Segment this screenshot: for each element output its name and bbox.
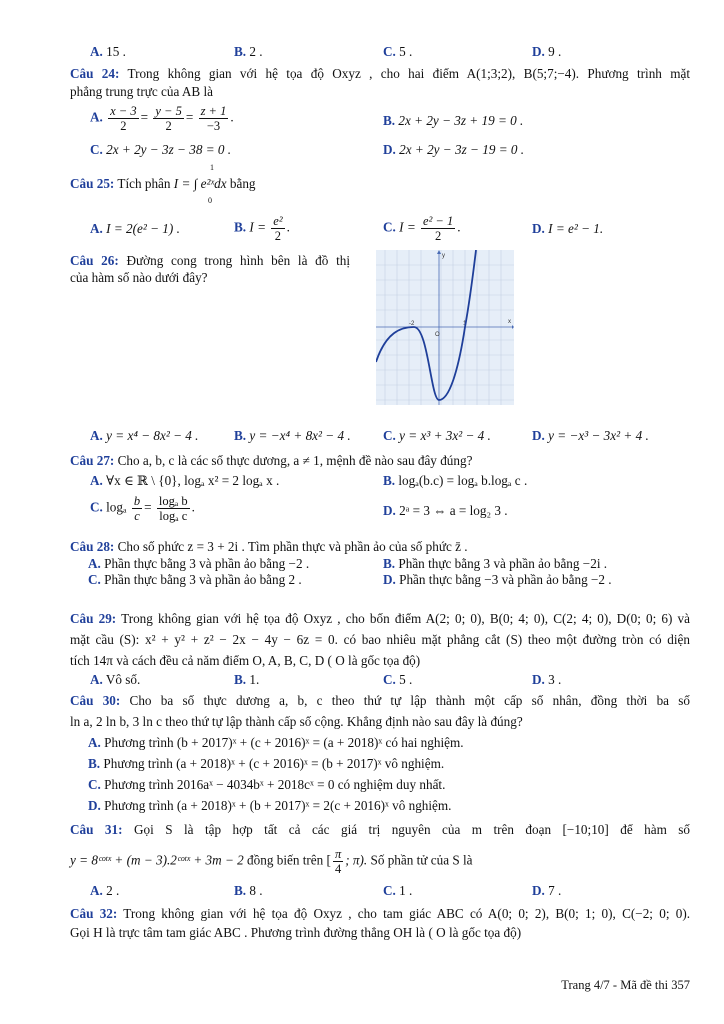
- q25-option-a: A. I = 2(e² − 1) .: [90, 221, 180, 236]
- q28-stem: Câu 28: Cho số phức z = 3 + 2i . Tìm phần thực và phần ảo của số phức z̄ .: [70, 539, 468, 554]
- q30-option-d: D. Phương trình (a + 2018)ˣ + (b + 2017)ˣ = 2(c + 2016)ˣ vô nghiệm.: [88, 798, 452, 813]
- function-graph: [376, 250, 514, 405]
- q26-option-a: A. y = x⁴ − 8x² − 4 .: [90, 428, 199, 443]
- function-expression: y = 8ᶜᵒᵗˣ + (m − 3).2ᶜᵒᵗˣ + 3m − 2: [70, 852, 244, 868]
- q30-option-c: C. Phương trình 2016aˣ − 4034bˣ + 2018cˣ = 0 có nghiệm duy nhất.: [88, 777, 446, 792]
- q29-option-a: A. Vô số.: [90, 672, 141, 687]
- fraction: $\frac{x - 3}{2}$: [110, 104, 137, 133]
- q26-option-b: B. y = −x⁴ + 8x² − 4 .: [234, 428, 351, 443]
- origin-label: O: [435, 332, 440, 338]
- q29-option-d: D. 3 .: [532, 672, 562, 687]
- q25-stem: Câu 25: Tích phân I = ∫ e²ˣdx bằng: [70, 176, 256, 191]
- q27-stem: Câu 27: Cho a, b, c là các số thực dương, a ≠ 1, mệnh đề nào sau đây đúng?: [70, 453, 473, 468]
- fraction: $\frac{z + 1}{-3}$: [200, 104, 227, 133]
- q30-stem-line1: Câu 30: Cho ba số thực dương a, b, c theo thứ tự lập thành một cấp số nhân, đồng thời ba số: [70, 693, 690, 708]
- q32-stem-line2: Gọi H là trực tâm tam giác ABC . Phương trình đường thẳng OH là ( O là gốc tọa độ): [70, 925, 522, 940]
- q23-option-d: D. 9 .: [532, 44, 562, 59]
- q27-option-c: C. logₐ $\frac{b}{c}$ = $\frac{\text{logₐ b}}{\text{logₐ c}}$ .: [90, 494, 195, 523]
- q29-stem-line3: tích 14π và cách đều cả năm điểm O, A, B, C, D ( O là gốc tọa độ): [70, 653, 421, 668]
- q29-stem-line2: mặt cầu (S): x² + y² + z² − 2x − 4y − 6z = 0. có bao nhiêu mặt phẳng cắt (S) theo một đường tròn có diện: [70, 632, 690, 647]
- q24-option-a: A. $\frac{x - 3}{2}$ = $\frac{y - 5}{2}$ = $\frac{z + 1}{-3}$ .: [90, 104, 234, 133]
- q24-option-d: D. 2x + 2y − 3z − 19 = 0 .: [383, 142, 525, 157]
- fraction: $\frac{y - 5}{2}$: [155, 104, 182, 133]
- fraction: $\frac{\pi}{4}$: [334, 847, 342, 876]
- q27-option-b: B. logₐ(b.c) = logₐ b.logₐ c .: [383, 473, 528, 488]
- q24-option-c: C. 2x + 2y − 3z − 38 = 0 .: [90, 142, 232, 157]
- tick-label-1: 1: [463, 321, 467, 327]
- q25-option-b: B. I = $\frac{\text{e²}}{2}$ .: [234, 214, 290, 243]
- q29-stem-line1: Câu 29: Trong không gian với hệ tọa độ Oxyz , cho bốn điểm A(2; 0; 0), B(0; 4; 0), C(2; 4; 0), D(0; 0; 6) và: [70, 611, 690, 626]
- q30-option-b: B. Phương trình (a + 2018)ˣ + (c + 2016)ˣ = (b + 2017)ˣ vô nghiệm.: [88, 756, 445, 771]
- page-footer: Trang 4/7 - Mã đề thi 357: [561, 978, 690, 992]
- integral-lower-bound: 0: [208, 196, 212, 205]
- q23-option-a: A. 15 .: [90, 44, 126, 59]
- q24-stem-line2: phẳng trung trực của AB là: [70, 84, 214, 99]
- fraction: $\frac{\text{e² − 1}}{2}$: [423, 214, 454, 243]
- fraction: $\frac{b}{c}$: [133, 494, 141, 523]
- q31-option-d: D. 7 .: [532, 883, 562, 898]
- q23-option-b: B. 2 .: [234, 44, 263, 59]
- q29-option-b: B. 1.: [234, 672, 260, 687]
- q29-option-c: C. 5 .: [383, 672, 413, 687]
- q26-stem-line1: Câu 26: Đường cong trong hình bên là đồ thị: [70, 253, 351, 268]
- q31-stem-line1: Câu 31: Gọi S là tập hợp tất cả các giá trị nguyên của m trên đoạn [−10;10] để hàm số: [70, 822, 691, 837]
- q26-option-d: D. y = −x³ − 3x² + 4 .: [532, 428, 649, 443]
- q31-option-a: A. 2 .: [90, 883, 120, 898]
- y-axis-label: y: [442, 253, 445, 259]
- integral-upper-bound: 1: [210, 163, 214, 172]
- q30-stem-line2: ln a, 2 ln b, 3 ln c theo thứ tự lập thành cấp số cộng. Khẳng định nào sau đây là đúng?: [70, 714, 523, 729]
- q25-option-c: C. I = $\frac{\text{e² − 1}}{2}$ .: [383, 214, 461, 243]
- q31-stem-line2: y = 8ᶜᵒᵗˣ + (m − 3).2ᶜᵒᵗˣ + 3m − 2 đồng biến trên [ $\frac{\pi}{4}$ ; π). Số phần tử của S là: [70, 847, 473, 876]
- q24-stem-line1: Câu 24: Trong không gian với hệ tọa độ Oxyz , cho hai điểm A(1;3;2), B(5;7;−4). Phương trình mặt: [70, 66, 691, 81]
- q28-option-c: C. Phần thực bằng 3 và phần ảo bằng 2 .: [88, 572, 302, 587]
- q27-option-a: A. ∀x ∈ ℝ \ {0}, logₐ x² = 2 logₐ x .: [90, 473, 280, 488]
- q27-option-d: D. 2ᵃ = 3 ⇔ a = log₂ 3 .: [383, 503, 508, 518]
- q25-option-d: D. I = e² − 1.: [532, 221, 604, 236]
- q32-stem-line1: Câu 32: Trong không gian với hệ tọa độ Oxyz , cho tam giác ABC có A(0; 0; 2), B(0; 1; 0), C(−2; 0; 0).: [70, 906, 691, 921]
- q28-option-b: B. Phần thực bằng 3 và phần ảo bằng −2i .: [383, 556, 608, 571]
- q31-option-b: B. 8 .: [234, 883, 263, 898]
- q26-option-c: C. y = x³ + 3x² − 4 .: [383, 428, 491, 443]
- integral: I = ∫ e²ˣdx: [173, 176, 227, 191]
- q30-option-a: A. Phương trình (b + 2017)ˣ + (c + 2016)ˣ = (a + 2018)ˣ có hai nghiệm.: [88, 735, 464, 750]
- q24-option-b: B. 2x + 2y − 3z + 19 = 0 .: [383, 113, 524, 128]
- q28-option-d: D. Phần thực bằng −3 và phần ảo bằng −2 .: [383, 572, 612, 587]
- fraction: $\frac{\text{e²}}{2}$: [273, 214, 283, 243]
- q26-stem-line2: của hàm số nào dưới đây?: [70, 270, 208, 285]
- q23-option-c: C. 5 .: [383, 44, 413, 59]
- tick-label-neg2: -2: [409, 321, 415, 327]
- x-axis-label: x: [508, 319, 511, 325]
- q28-option-a: A. Phần thực bằng 3 và phần ảo bằng −2 .: [88, 556, 310, 571]
- q31-option-c: C. 1 .: [383, 883, 413, 898]
- fraction: $\frac{\text{logₐ b}}{\text{logₐ c}}$: [158, 494, 188, 523]
